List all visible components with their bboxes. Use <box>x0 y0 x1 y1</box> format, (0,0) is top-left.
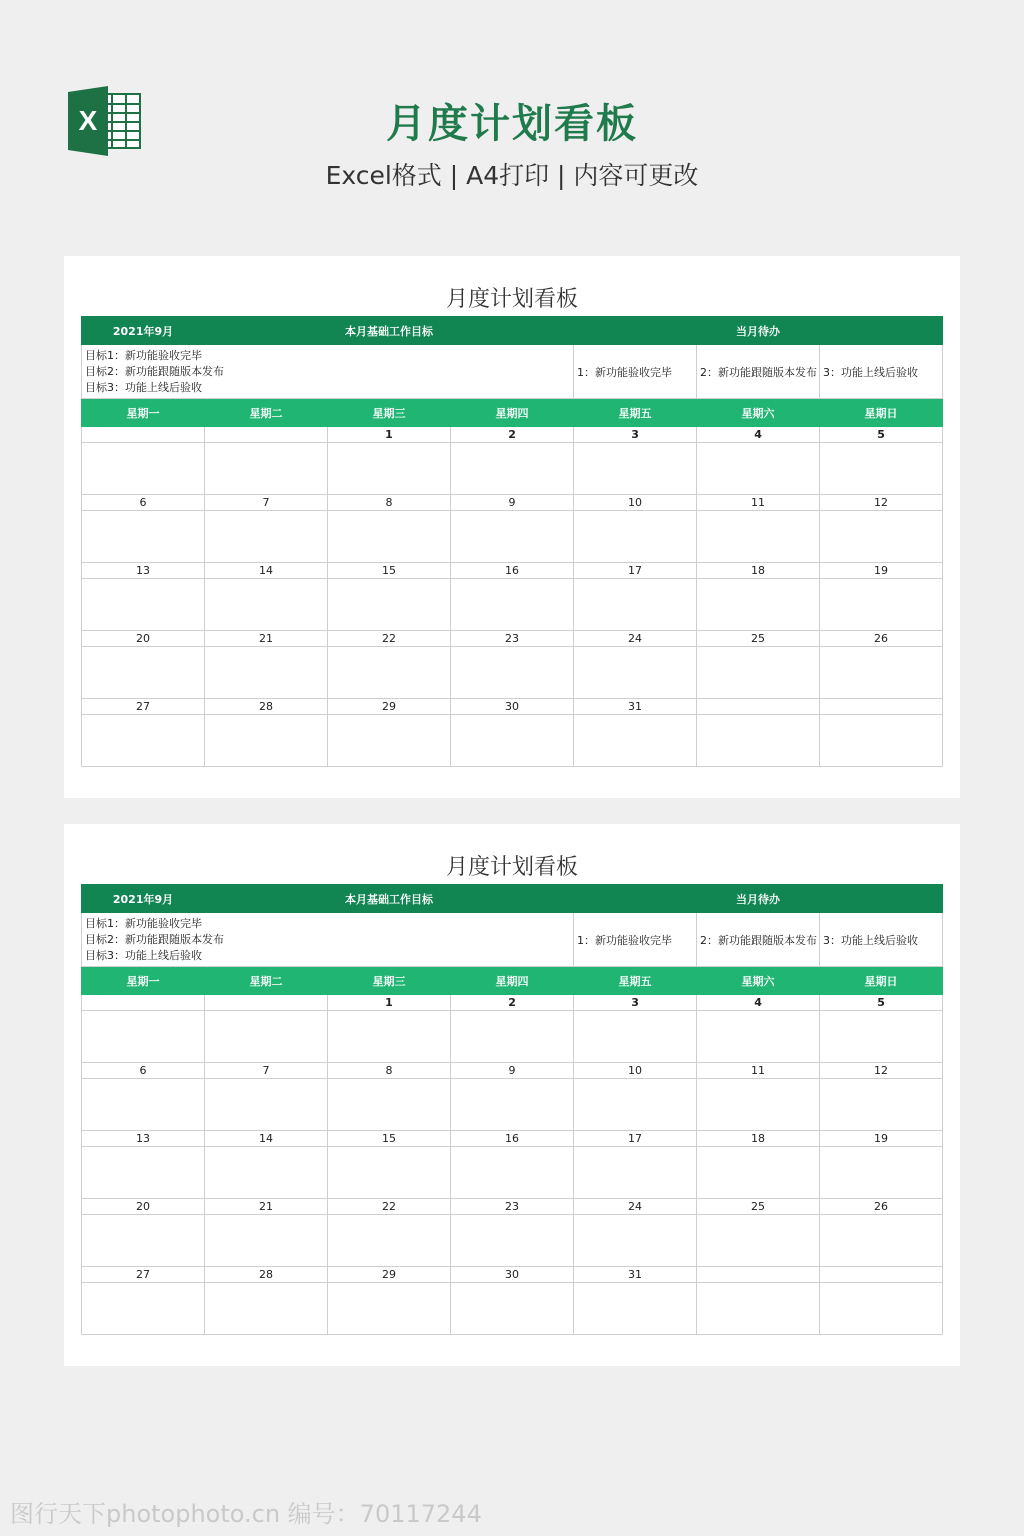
date-cell[interactable]: 20 <box>82 631 205 647</box>
note-cell[interactable] <box>328 1011 451 1063</box>
date-cell[interactable] <box>82 427 205 443</box>
calendar-sheet <box>81 884 943 1335</box>
note-cell[interactable] <box>451 511 574 563</box>
note-cell[interactable] <box>205 1011 328 1063</box>
date-cell[interactable]: 25 <box>697 1199 820 1215</box>
date-cell[interactable]: 13 <box>82 1131 205 1147</box>
weekday-cell[interactable]: 星期二 <box>205 399 328 427</box>
date-cell[interactable]: 12 <box>820 1063 943 1079</box>
date-cell[interactable]: 16 <box>451 1131 574 1147</box>
note-cell[interactable] <box>451 1283 574 1335</box>
date-cell[interactable]: 3 <box>574 995 697 1011</box>
todo-header[interactable]: 当月待办 <box>574 317 943 345</box>
date-cell[interactable]: 2 <box>451 995 574 1011</box>
date-row <box>82 563 943 579</box>
note-cell[interactable] <box>697 1011 820 1063</box>
note-row <box>82 511 943 563</box>
note-row <box>82 715 943 767</box>
date-cell[interactable]: 19 <box>820 1131 943 1147</box>
note-cell[interactable] <box>82 1011 205 1063</box>
note-cell[interactable] <box>574 1215 697 1267</box>
note-cell[interactable] <box>328 1079 451 1131</box>
note-cell[interactable] <box>451 647 574 699</box>
note-cell[interactable] <box>328 579 451 631</box>
todo-item[interactable]: 2：新功能跟随版本发布 <box>697 913 820 967</box>
note-cell[interactable] <box>82 1079 205 1131</box>
weekday-cell[interactable]: 星期六 <box>697 399 820 427</box>
note-cell[interactable] <box>328 1283 451 1335</box>
weekday-cell[interactable]: 星期日 <box>820 399 943 427</box>
note-cell[interactable] <box>574 1079 697 1131</box>
note-cell[interactable] <box>205 647 328 699</box>
goal-item: 目标2：新功能跟随版本发布 <box>85 364 224 378</box>
watermark-text: 图行天下photophoto.cn 编号：70117244 <box>10 1500 482 1528</box>
note-row <box>82 1079 943 1131</box>
date-cell[interactable]: 16 <box>451 563 574 579</box>
note-cell[interactable] <box>82 1215 205 1267</box>
note-cell[interactable] <box>574 1147 697 1199</box>
note-cell[interactable] <box>820 443 943 495</box>
date-cell[interactable]: 9 <box>451 1063 574 1079</box>
date-row <box>82 699 943 715</box>
note-cell[interactable] <box>205 579 328 631</box>
date-cell[interactable]: 5 <box>820 995 943 1011</box>
note-cell[interactable] <box>82 443 205 495</box>
date-cell[interactable]: 1 <box>328 427 451 443</box>
date-cell[interactable]: 22 <box>328 1199 451 1215</box>
note-cell[interactable] <box>574 443 697 495</box>
date-cell[interactable]: 28 <box>205 1267 328 1283</box>
date-cell[interactable]: 25 <box>697 631 820 647</box>
note-row <box>82 1283 943 1335</box>
note-row <box>82 647 943 699</box>
page-title: 月度计划看板 <box>386 101 638 147</box>
goals-cell[interactable] <box>82 345 574 399</box>
date-cell[interactable] <box>697 1267 820 1283</box>
note-cell[interactable] <box>328 443 451 495</box>
note-row <box>82 1215 943 1267</box>
note-cell[interactable] <box>697 647 820 699</box>
calendar-card <box>64 824 960 1366</box>
date-cell[interactable]: 2 <box>451 427 574 443</box>
note-row <box>82 443 943 495</box>
note-cell[interactable] <box>697 511 820 563</box>
date-cell[interactable]: 10 <box>574 1063 697 1079</box>
weekday-cell[interactable]: 星期四 <box>451 399 574 427</box>
note-cell[interactable] <box>451 1079 574 1131</box>
date-cell[interactable]: 23 <box>451 631 574 647</box>
note-row <box>82 579 943 631</box>
date-cell[interactable]: 5 <box>820 427 943 443</box>
todo-item[interactable]: 3：功能上线后验收 <box>820 345 943 399</box>
todo-item[interactable]: 2：新功能跟随版本发布 <box>697 345 820 399</box>
note-cell[interactable] <box>205 715 328 767</box>
date-row <box>82 427 943 443</box>
note-cell[interactable] <box>574 579 697 631</box>
note-cell[interactable] <box>451 579 574 631</box>
note-cell[interactable] <box>697 1215 820 1267</box>
note-cell[interactable] <box>451 1011 574 1063</box>
note-cell[interactable] <box>820 1147 943 1199</box>
date-cell[interactable]: 26 <box>820 1199 943 1215</box>
calendar-sheet <box>81 316 943 767</box>
note-cell[interactable] <box>328 647 451 699</box>
goals-header[interactable]: 本月基础工作目标 <box>205 885 574 913</box>
note-cell[interactable] <box>82 715 205 767</box>
date-cell[interactable]: 29 <box>328 699 451 715</box>
note-cell[interactable] <box>328 511 451 563</box>
note-cell[interactable] <box>82 647 205 699</box>
date-cell[interactable] <box>697 699 820 715</box>
note-cell[interactable] <box>205 443 328 495</box>
note-cell[interactable] <box>697 1283 820 1335</box>
note-cell[interactable] <box>328 1215 451 1267</box>
date-row <box>82 1267 943 1283</box>
note-cell[interactable] <box>205 511 328 563</box>
page-subtitle: Excel格式 | A4打印 | 内容可更改 <box>325 161 699 190</box>
goals-row <box>82 913 943 967</box>
todo-header[interactable]: 当月待办 <box>574 885 943 913</box>
date-cell[interactable]: 10 <box>574 495 697 511</box>
date-cell[interactable]: 7 <box>205 495 328 511</box>
date-cell[interactable]: 18 <box>697 1131 820 1147</box>
date-cell[interactable]: 19 <box>820 563 943 579</box>
calendar-card <box>64 256 960 798</box>
note-cell[interactable] <box>205 1147 328 1199</box>
date-cell[interactable]: 18 <box>697 563 820 579</box>
month-label[interactable]: 2021年9月 <box>82 317 205 345</box>
weekday-cell[interactable]: 星期五 <box>574 967 697 995</box>
date-cell[interactable]: 31 <box>574 1267 697 1283</box>
note-cell[interactable] <box>205 1079 328 1131</box>
sheet-header-row <box>82 885 943 913</box>
todo-item[interactable]: 1：新功能验收完毕 <box>574 913 697 967</box>
date-cell[interactable]: 30 <box>451 1267 574 1283</box>
date-cell[interactable]: 27 <box>82 1267 205 1283</box>
date-cell[interactable] <box>205 427 328 443</box>
note-row <box>82 1011 943 1063</box>
date-cell[interactable]: 23 <box>451 1199 574 1215</box>
weekday-cell[interactable]: 星期一 <box>82 399 205 427</box>
date-row <box>82 1199 943 1215</box>
note-cell[interactable] <box>697 1079 820 1131</box>
date-cell[interactable]: 15 <box>328 1131 451 1147</box>
date-cell[interactable]: 27 <box>82 699 205 715</box>
note-cell[interactable] <box>574 715 697 767</box>
date-cell[interactable]: 6 <box>82 1063 205 1079</box>
note-cell[interactable] <box>574 511 697 563</box>
date-cell[interactable]: 13 <box>82 563 205 579</box>
date-cell[interactable]: 29 <box>328 1267 451 1283</box>
note-cell[interactable] <box>574 1283 697 1335</box>
month-label[interactable]: 2021年9月 <box>82 885 205 913</box>
goals-row <box>82 345 943 399</box>
todo-item[interactable]: 1：新功能验收完毕 <box>574 345 697 399</box>
note-cell[interactable] <box>82 579 205 631</box>
note-cell[interactable] <box>820 1215 943 1267</box>
date-cell[interactable]: 14 <box>205 1131 328 1147</box>
date-cell[interactable] <box>820 1267 943 1283</box>
date-cell[interactable]: 30 <box>451 699 574 715</box>
date-cell[interactable] <box>82 995 205 1011</box>
goal-item: 目标2：新功能跟随版本发布 <box>85 932 224 946</box>
date-cell[interactable]: 11 <box>697 1063 820 1079</box>
note-row <box>82 1147 943 1199</box>
note-cell[interactable] <box>574 647 697 699</box>
svg-text:X: X <box>78 105 98 136</box>
date-cell[interactable]: 14 <box>205 563 328 579</box>
date-cell[interactable]: 3 <box>574 427 697 443</box>
card-title: 月度计划看板 <box>445 855 578 880</box>
weekday-cell[interactable]: 星期三 <box>328 967 451 995</box>
note-cell[interactable] <box>328 715 451 767</box>
date-cell[interactable]: 12 <box>820 495 943 511</box>
date-cell[interactable]: 22 <box>328 631 451 647</box>
weekday-row <box>82 399 943 427</box>
date-row <box>82 631 943 647</box>
note-cell[interactable] <box>820 715 943 767</box>
date-row <box>82 495 943 511</box>
date-cell[interactable]: 26 <box>820 631 943 647</box>
goal-item: 目标3：功能上线后验收 <box>85 948 202 962</box>
date-cell[interactable]: 21 <box>205 1199 328 1215</box>
note-cell[interactable] <box>820 647 943 699</box>
date-cell[interactable]: 8 <box>328 1063 451 1079</box>
date-cell[interactable] <box>205 995 328 1011</box>
date-cell[interactable]: 15 <box>328 563 451 579</box>
date-cell[interactable]: 20 <box>82 1199 205 1215</box>
note-cell[interactable] <box>82 1283 205 1335</box>
note-cell[interactable] <box>328 1147 451 1199</box>
date-cell[interactable]: 6 <box>82 495 205 511</box>
date-cell[interactable]: 21 <box>205 631 328 647</box>
weekday-cell[interactable]: 星期日 <box>820 967 943 995</box>
note-cell[interactable] <box>451 1147 574 1199</box>
date-cell[interactable]: 9 <box>451 495 574 511</box>
goal-item: 目标1：新功能验收完毕 <box>85 348 202 362</box>
note-cell[interactable] <box>697 1147 820 1199</box>
weekday-cell[interactable]: 星期四 <box>451 967 574 995</box>
date-cell[interactable]: 17 <box>574 563 697 579</box>
date-cell[interactable] <box>820 699 943 715</box>
date-cell[interactable]: 17 <box>574 1131 697 1147</box>
note-cell[interactable] <box>205 1283 328 1335</box>
weekday-cell[interactable]: 星期二 <box>205 967 328 995</box>
todo-item[interactable]: 3：功能上线后验收 <box>820 913 943 967</box>
goal-item: 目标3：功能上线后验收 <box>85 380 202 394</box>
sheet-header-row <box>82 317 943 345</box>
note-cell[interactable] <box>451 715 574 767</box>
note-cell[interactable] <box>697 579 820 631</box>
date-cell[interactable]: 7 <box>205 1063 328 1079</box>
date-cell[interactable]: 4 <box>697 427 820 443</box>
note-cell[interactable] <box>820 1011 943 1063</box>
date-cell[interactable]: 24 <box>574 1199 697 1215</box>
note-cell[interactable] <box>820 1283 943 1335</box>
date-cell[interactable]: 28 <box>205 699 328 715</box>
goal-item: 目标1：新功能验收完毕 <box>85 916 202 930</box>
date-cell[interactable]: 8 <box>328 495 451 511</box>
note-cell[interactable] <box>697 443 820 495</box>
note-cell[interactable] <box>82 1147 205 1199</box>
date-row <box>82 1063 943 1079</box>
goals-header[interactable]: 本月基础工作目标 <box>205 317 574 345</box>
weekday-cell[interactable]: 星期五 <box>574 399 697 427</box>
note-cell[interactable] <box>820 579 943 631</box>
weekday-cell[interactable]: 星期三 <box>328 399 451 427</box>
goals-cell[interactable] <box>82 913 574 967</box>
note-cell[interactable] <box>820 511 943 563</box>
note-cell[interactable] <box>820 1079 943 1131</box>
weekday-cell[interactable]: 星期六 <box>697 967 820 995</box>
date-cell[interactable]: 24 <box>574 631 697 647</box>
date-row <box>82 1131 943 1147</box>
note-cell[interactable] <box>82 511 205 563</box>
note-cell[interactable] <box>451 443 574 495</box>
date-row <box>82 995 943 1011</box>
date-cell[interactable]: 11 <box>697 495 820 511</box>
note-cell[interactable] <box>574 1011 697 1063</box>
date-cell[interactable]: 1 <box>328 995 451 1011</box>
date-cell[interactable]: 4 <box>697 995 820 1011</box>
note-cell[interactable] <box>205 1215 328 1267</box>
card-title: 月度计划看板 <box>445 287 578 312</box>
weekday-cell[interactable]: 星期一 <box>82 967 205 995</box>
weekday-row <box>82 967 943 995</box>
note-cell[interactable] <box>451 1215 574 1267</box>
note-cell[interactable] <box>697 715 820 767</box>
date-cell[interactable]: 31 <box>574 699 697 715</box>
